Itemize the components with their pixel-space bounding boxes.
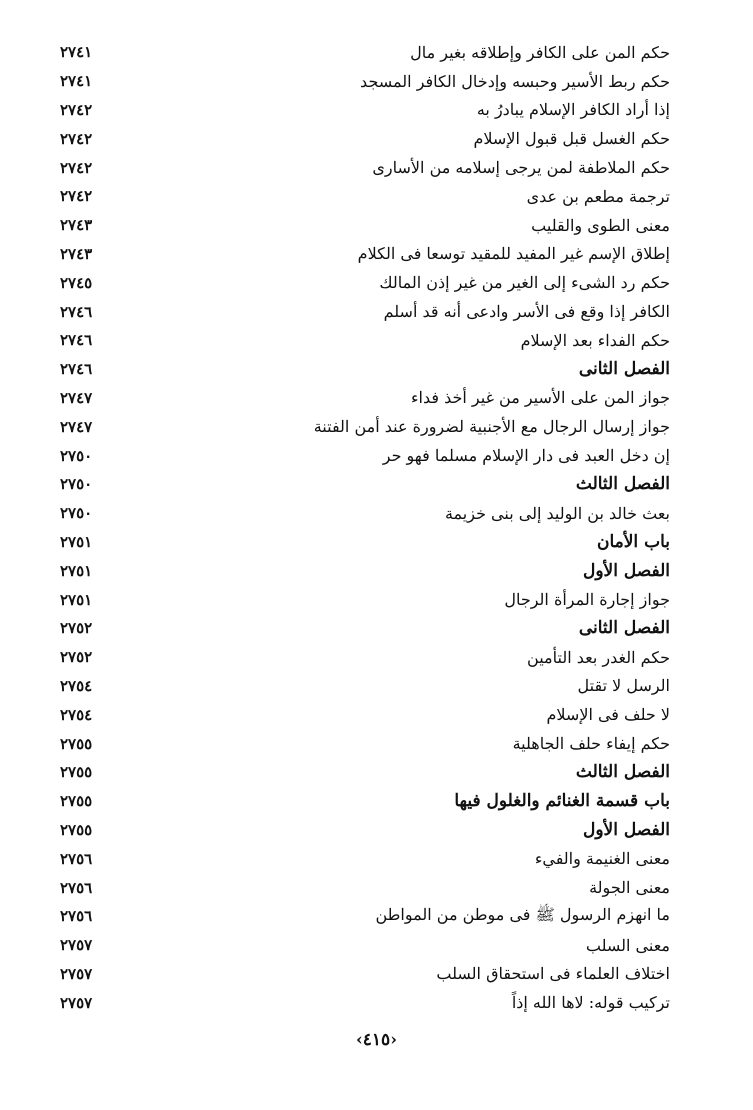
toc-entry-page: ٢٧٥١ bbox=[60, 590, 93, 609]
toc-entry-title: الفصل الثالث bbox=[575, 474, 670, 495]
toc-entry-title: الكافر إذا وقع فى الأسر وادعى أنه قد أسلم bbox=[383, 302, 670, 322]
toc-entry-page: ٢٧٥٤ bbox=[60, 705, 93, 724]
toc-section-heading bbox=[60, 816, 670, 845]
toc-entry bbox=[60, 902, 670, 931]
table-of-contents bbox=[60, 38, 670, 1017]
toc-entry-title: الفصل الأول bbox=[582, 560, 670, 581]
folio-number: ‹ ٤١٥ › bbox=[356, 1030, 397, 1050]
toc-entry-title: باب قسمة الغنائم والغلول فيها bbox=[454, 791, 670, 812]
toc-entry bbox=[60, 384, 670, 413]
toc-entry bbox=[60, 211, 670, 240]
toc-entry bbox=[60, 700, 670, 729]
toc-entry-title: ما انهزم الرسول ﷺ فى موطن من المواطن bbox=[375, 904, 670, 924]
toc-entry-title: حكم الغدر بعد التأمين bbox=[527, 647, 670, 667]
toc-entry bbox=[60, 960, 670, 989]
toc-entry-title: إن دخل العبد فى دار الإسلام مسلما فهو حر bbox=[382, 446, 670, 466]
toc-entry-page: ٢٧٤٢ bbox=[60, 129, 93, 148]
toc-entry bbox=[60, 67, 670, 96]
toc-entry-title: إطلاق الإسم غير المفيد للمقيد توسعا فى الكلام bbox=[357, 244, 670, 264]
toc-entry-page: ٢٧٤٢ bbox=[60, 187, 93, 206]
toc-entry bbox=[60, 124, 670, 153]
toc-entry bbox=[60, 38, 670, 67]
toc-entry-page: ٢٧٤٧ bbox=[60, 417, 93, 436]
toc-entry-title: ترجمة مطعم بن عدى bbox=[526, 186, 670, 206]
toc-entry-page: ٢٧٥٦ bbox=[60, 907, 93, 926]
toc-entry bbox=[60, 326, 670, 355]
toc-entry-page: ٢٧٥٧ bbox=[60, 993, 93, 1012]
toc-section-heading bbox=[60, 758, 670, 787]
toc-entry-title: الفصل الثالث bbox=[575, 762, 670, 783]
toc-entry-page: ٢٧٤٣ bbox=[60, 244, 93, 263]
toc-entry bbox=[60, 240, 670, 269]
toc-entry bbox=[60, 643, 670, 672]
toc-entry-page: ٢٧٥٧ bbox=[60, 964, 93, 983]
toc-entry bbox=[60, 182, 670, 211]
toc-entry bbox=[60, 412, 670, 441]
toc-section-heading bbox=[60, 528, 670, 557]
toc-entry-title: حكم إيفاء حلف الجاهلية bbox=[512, 734, 670, 754]
toc-entry-title: إذا أراد الكافر الإسلام يبادرُ به bbox=[476, 100, 670, 120]
toc-entry-page: ٢٧٥٥ bbox=[60, 734, 93, 753]
toc-entry-page: ٢٧٥٢ bbox=[60, 619, 93, 638]
toc-section-heading bbox=[60, 470, 670, 499]
toc-entry-title: باب الأمان bbox=[596, 531, 670, 552]
toc-entry bbox=[60, 844, 670, 873]
toc-entry-title: حكم رد الشىء إلى الغير من غير إذن المالك bbox=[379, 273, 670, 293]
toc-section-heading bbox=[60, 787, 670, 816]
toc-entry-title: جواز إرسال الرجال مع الأجنبية لضرورة عند أمن الفتنة bbox=[313, 417, 670, 437]
toc-entry-page: ٢٧٥٧ bbox=[60, 936, 93, 955]
toc-entry-page: ٢٧٤٥ bbox=[60, 273, 93, 292]
toc-entry-title: حكم المن على الكافر وإطلاقه بغير مال bbox=[410, 42, 670, 62]
toc-entry bbox=[60, 153, 670, 182]
toc-entry-title: حكم الملاطفة لمن يرجى إسلامه من الأسارى bbox=[372, 158, 670, 178]
toc-entry-page: ٢٧٥٠ bbox=[60, 504, 93, 523]
toc-entry-title: جواز إجارة المرأة الرجال bbox=[504, 590, 670, 610]
toc-entry-page: ٢٧٤٦ bbox=[60, 302, 93, 321]
toc-entry-title: بعث خالد بن الوليد إلى بنى خزيمة bbox=[444, 503, 670, 523]
toc-entry bbox=[60, 499, 670, 528]
toc-entry-page: ٢٧٤٢ bbox=[60, 158, 93, 177]
toc-entry-title: حكم ربط الأسير وحبسه وإدخال الكافر المسجد bbox=[360, 71, 670, 91]
toc-entry-page: ٢٧٥٦ bbox=[60, 849, 93, 868]
toc-entry-title: الفصل الثانى bbox=[578, 618, 670, 639]
toc-entry bbox=[60, 729, 670, 758]
toc-entry-page: ٢٧٥١ bbox=[60, 561, 93, 580]
toc-entry bbox=[60, 873, 670, 902]
toc-entry-page: ٢٧٥٤ bbox=[60, 676, 93, 695]
toc-entry-page: ٢٧٤٦ bbox=[60, 331, 93, 350]
toc-entry-title: الرسل لا تقتل bbox=[577, 676, 670, 696]
toc-entry-title: معنى السلب bbox=[585, 935, 670, 955]
toc-entry-page: ٢٧٥٠ bbox=[60, 446, 93, 465]
toc-entry-title: معنى الجولة bbox=[589, 878, 670, 897]
toc-entry-page: ٢٧٥٠ bbox=[60, 475, 93, 494]
toc-entry-title: جواز المن على الأسير من غير أخذ فداء bbox=[410, 388, 670, 408]
toc-entry-page: ٢٧٤٧ bbox=[60, 388, 93, 407]
toc-entry bbox=[60, 988, 670, 1017]
toc-entry-page: ٢٧٤١ bbox=[60, 72, 93, 91]
toc-entry-title: تركيب قوله: لاها الله إذاً bbox=[511, 993, 670, 1013]
toc-entry-page: ٢٧٤٢ bbox=[60, 100, 93, 119]
toc-entry-page: ٢٧٤١ bbox=[60, 43, 93, 62]
toc-entry-page: ٢٧٥١ bbox=[60, 532, 93, 551]
toc-section-heading bbox=[60, 355, 670, 384]
toc-entry bbox=[60, 931, 670, 960]
toc-entry-title: حكم الفداء بعد الإسلام bbox=[520, 330, 670, 350]
toc-entry-page: ٢٧٥٦ bbox=[60, 878, 93, 897]
toc-entry-page: ٢٧٤٣ bbox=[60, 216, 93, 235]
toc-entry-page: ٢٧٥٥ bbox=[60, 763, 93, 782]
toc-entry-title: معنى الغنيمة والفيء bbox=[534, 849, 670, 869]
toc-entry-page: ٢٧٥٥ bbox=[60, 820, 93, 839]
toc-entry-page: ٢٧٤٦ bbox=[60, 360, 93, 379]
toc-entry-title: الفصل الثانى bbox=[578, 359, 670, 380]
toc-entry-title: اختلاف العلماء فى استحقاق السلب bbox=[436, 964, 670, 984]
toc-entry bbox=[60, 441, 670, 470]
toc-entry bbox=[60, 268, 670, 297]
toc-entry-title: لا حلف فى الإسلام bbox=[546, 705, 670, 725]
toc-section-heading bbox=[60, 556, 670, 585]
toc-entry bbox=[60, 297, 670, 326]
toc-entry bbox=[60, 672, 670, 701]
toc-entry-title: معنى الطوى والقليب bbox=[531, 215, 670, 235]
toc-entry bbox=[60, 96, 670, 125]
toc-entry-title: حكم الغسل قبل قبول الإسلام bbox=[473, 129, 670, 149]
toc-entry-title: الفصل الأول bbox=[582, 819, 670, 840]
page-number bbox=[0, 1030, 753, 1050]
toc-entry-page: ٢٧٥٢ bbox=[60, 648, 93, 667]
toc-section-heading bbox=[60, 614, 670, 643]
toc-entry-page: ٢٧٥٥ bbox=[60, 792, 93, 811]
toc-entry bbox=[60, 585, 670, 614]
